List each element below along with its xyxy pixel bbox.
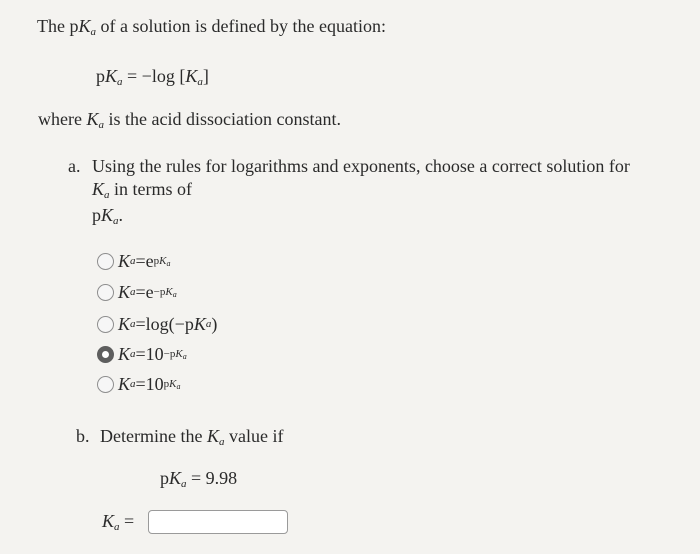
ka-definition: where $K_a$ is the acid dissociation constant. xyxy=(38,109,341,131)
radio-button[interactable] xyxy=(97,316,114,333)
part-b-question: Determine the $K_a$ value if xyxy=(100,426,284,448)
radio-button[interactable] xyxy=(97,284,114,301)
part-a-question-line-1: Using the rules for logarithms and exponents, choose a correct solution for xyxy=(92,156,630,176)
given-pka-value: $pK_a = 9.98$ xyxy=(160,468,238,490)
answer-label: $K_a$ = xyxy=(102,511,135,533)
ka-answer-input[interactable] xyxy=(148,510,288,534)
radio-button-selected[interactable] xyxy=(97,346,114,363)
radio-button[interactable] xyxy=(97,253,114,270)
option-ka-e-pka[interactable]: K a = e $pK_a$ xyxy=(97,249,171,273)
option-ka-log-neg-pka[interactable]: K a = log(−p K a ) xyxy=(97,312,217,336)
part-a-question-line-2: $K_a$ in terms of xyxy=(92,179,193,201)
part-a-question-line-3: $pK_a$. xyxy=(92,205,124,227)
part-a-marker: a. xyxy=(68,156,81,176)
option-ka-10-pka[interactable]: K a = 10 $pK_a$ xyxy=(97,372,181,396)
option-ka-e-neg-pka[interactable]: K a = e $-pK_a$ xyxy=(97,280,177,304)
option-ka-10-neg-pka[interactable]: K a = 10 $-pK_a$ xyxy=(97,342,187,366)
radio-button[interactable] xyxy=(97,376,114,393)
pka-equation: $pK_a = -\log$ $[K_a]$ xyxy=(96,66,209,88)
intro-definition: The $pK_a$ of a solution is defined by the equation: xyxy=(37,16,386,38)
part-b-marker: b. xyxy=(76,426,90,446)
